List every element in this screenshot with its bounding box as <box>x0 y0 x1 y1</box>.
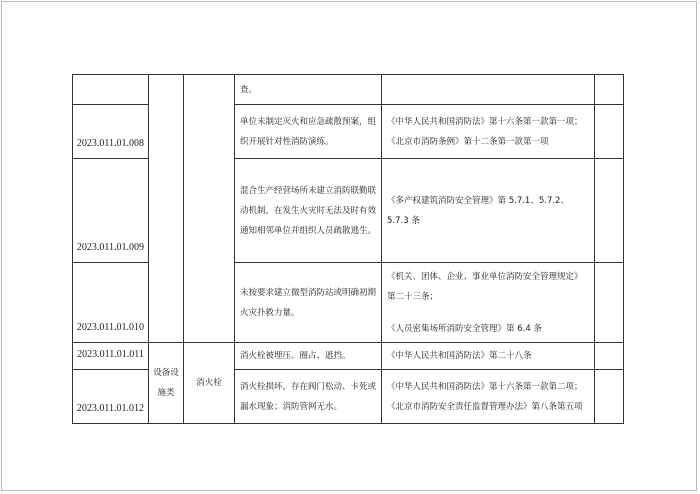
item-remark <box>595 159 624 263</box>
item-legal-basis <box>382 75 595 105</box>
item-remark <box>595 75 624 105</box>
item-legal-basis: 《中华人民共和国消防法》第十六条第一款第二项；《北京市消防安全责任监督管理办法》第八条第五项 <box>382 370 595 424</box>
item-code: 2023.011.01.012 <box>73 370 149 424</box>
item-code: 2023.011.01.008 <box>73 105 149 159</box>
item-legal-basis <box>382 263 595 343</box>
item-code: 2023.011.01.010 <box>73 263 149 343</box>
item-description: 单位未制定灭火和应急疏散预案，组织开展针对性消防演练。 <box>235 105 382 159</box>
legal-basis-line: 《机关、团体、企业、事业单位消防安全管理规定》第二十三条； <box>387 271 583 302</box>
item-legal-basis: 《多产权建筑消防安全管理》第 5.7.1、5.7.2、5.7.3 条 <box>382 159 595 263</box>
item-code <box>73 75 149 105</box>
subcategory-cell: 消火栓 <box>184 343 235 424</box>
item-remark <box>595 263 624 343</box>
item-description: 查。 <box>235 75 382 105</box>
item-remark <box>595 343 624 370</box>
table-row <box>73 75 624 105</box>
item-code: 2023.011.01.009 <box>73 159 149 263</box>
item-remark <box>595 105 624 159</box>
item-legal-basis: 《中华人民共和国消防法》第十六条第一款第一项；《北京市消防条例》第十二条第一款第一项 <box>382 105 595 159</box>
item-description: 混合生产经营场所未建立消防联勤联动机制，在发生火灾时无法及时有效通知相邻单位并组织人员疏散逃生。 <box>235 159 382 263</box>
item-remark <box>595 370 624 424</box>
legal-basis-line: 《人员密集场所消防安全管理》第 6.4 条 <box>387 323 542 334</box>
subcategory-cell-upper <box>184 75 235 343</box>
item-legal-basis: 《中华人民共和国消防法》第二十八条 <box>382 343 595 370</box>
category-cell-upper <box>149 75 184 343</box>
item-code: 2023.011.01.011 <box>73 343 149 370</box>
item-description: 消火栓被埋压、圈占、遮挡。 <box>235 343 382 370</box>
inspection-table <box>72 74 624 424</box>
category-cell: 设备设施类 <box>149 343 184 424</box>
item-description: 未按要求建立微型消防站或明确初期火灾扑救力量。 <box>235 263 382 343</box>
table-row <box>73 343 624 370</box>
item-description: 消火栓损坏，存在阀门松动、卡死或漏水现象；消防管网无水。 <box>235 370 382 424</box>
